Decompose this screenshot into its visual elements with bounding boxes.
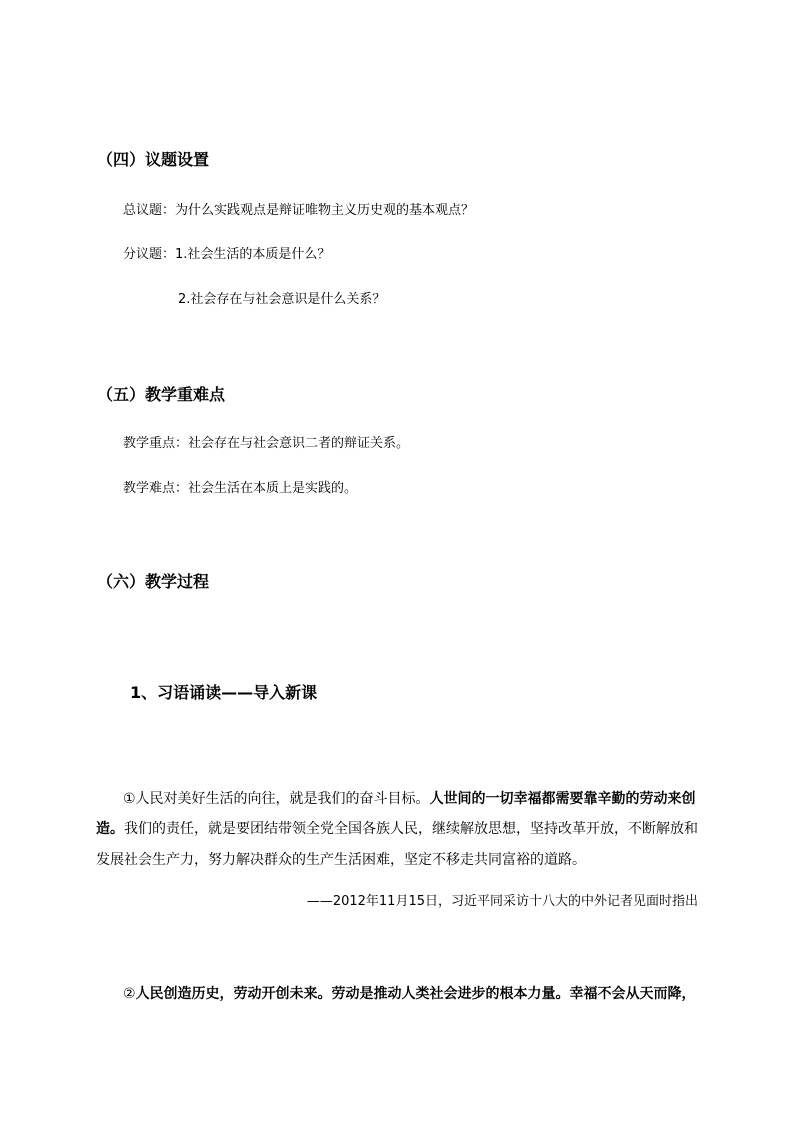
quote1-source: ——2012年11月15日，习近平同采访十八大的中外记者见面时指出 xyxy=(306,894,698,909)
quote1-line1 xyxy=(123,789,696,809)
quote1-line2 xyxy=(96,819,698,839)
step1-heading: 1、习语诵读——导入新课 xyxy=(130,683,318,702)
quote1-line3: 发展社会生产力，努力解决群众的生产生活困难，坚定不移走共同富裕的道路。 xyxy=(96,852,586,868)
quote1-line1-normal: ①人民对美好生活的向往，就是我们的奋斗目标。 xyxy=(123,791,430,807)
quote1-line2-normal: 我们的责任，就是要团结带领全党全国各族人民，继续解放思想，坚持改革开放，不断解放和 xyxy=(124,821,698,837)
quote2-line1 xyxy=(123,984,696,1004)
teaching-key-point: 教学重点：社会存在与社会意识二者的辩证关系。 xyxy=(123,436,410,451)
sub-issue-prefix: 分议题： xyxy=(123,247,176,262)
sub-issue-2: 2.社会存在与社会意识是什么关系？ xyxy=(178,292,386,307)
quote2-line1-bold: 人民创造历史，劳动开创未来。劳动是推动人类社会进步的根本力量。幸福不会从天而降， xyxy=(135,986,696,1002)
section-heading-key-difficult-points: （五）教学重难点 xyxy=(97,385,226,404)
quote1-line1-bold: 人世间的一切幸福都需要靠辛勤的劳动来创 xyxy=(429,791,696,807)
section-heading-issue-setting: （四）议题设置 xyxy=(97,150,210,169)
overall-issue: 总议题：为什么实践观点是辩证唯物主义历史观的基本观点？ xyxy=(123,203,475,218)
quote2-marker: ② xyxy=(123,986,136,1002)
section-heading-teaching-process: （六）教学过程 xyxy=(97,572,210,591)
quote1-line2-bold: 造。 xyxy=(96,821,124,837)
sub-issue-1: 1.社会生活的本质是什么？ xyxy=(175,247,331,262)
teaching-difficult-point: 教学难点：社会生活在本质上是实践的。 xyxy=(123,481,358,496)
sub-issue-1-row xyxy=(123,246,330,264)
